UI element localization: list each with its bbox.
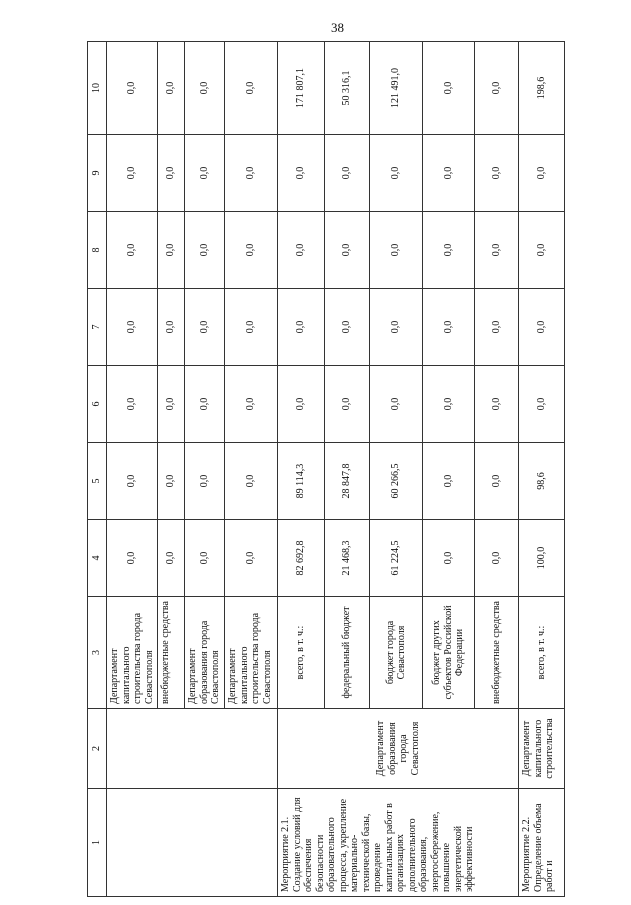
value-cell: 0,0 <box>475 42 519 135</box>
value-cell: 0,0 <box>519 366 565 443</box>
value-cell: 0,0 <box>278 366 325 443</box>
value-cell: 0,0 <box>475 212 519 289</box>
value-cell: 0,0 <box>370 135 423 212</box>
value-cell: 0,0 <box>225 443 278 520</box>
value-cell: 0,0 <box>158 443 185 520</box>
table-row <box>519 42 565 897</box>
value-cell: 50 316,1 <box>325 42 370 135</box>
value-cell: 0,0 <box>107 443 158 520</box>
value-cell: 198,6 <box>519 42 565 135</box>
value-cell: 0,0 <box>423 212 475 289</box>
event-cell <box>107 789 278 897</box>
rotated-table-wrapper <box>87 42 555 897</box>
source-cell: Департамент образования города Севастополя <box>185 597 225 709</box>
value-cell: 0,0 <box>519 212 565 289</box>
value-cell: 0,0 <box>325 289 370 366</box>
value-cell: 0,0 <box>370 366 423 443</box>
value-cell: 0,0 <box>423 443 475 520</box>
value-cell: 98,6 <box>519 443 565 520</box>
value-cell: 0,0 <box>423 289 475 366</box>
value-cell: 0,0 <box>519 289 565 366</box>
source-cell: внебюджетные средства <box>475 597 519 709</box>
header-cell: 4 <box>88 520 107 597</box>
value-cell: 0,0 <box>185 289 225 366</box>
header-cell: 9 <box>88 135 107 212</box>
value-cell: 0,0 <box>158 520 185 597</box>
value-cell: 0,0 <box>158 135 185 212</box>
value-cell: 0,0 <box>423 366 475 443</box>
value-cell: 0,0 <box>325 366 370 443</box>
value-cell: 0,0 <box>475 289 519 366</box>
value-cell: 100,0 <box>519 520 565 597</box>
header-cell: 3 <box>88 597 107 709</box>
value-cell: 0,0 <box>225 42 278 135</box>
value-cell: 0,0 <box>107 212 158 289</box>
budget-table <box>87 41 565 897</box>
value-cell: 0,0 <box>185 443 225 520</box>
value-cell: 0,0 <box>185 520 225 597</box>
source-cell: федеральный бюджет <box>325 597 370 709</box>
table-container <box>87 42 555 897</box>
header-cell: 8 <box>88 212 107 289</box>
value-cell: 0,0 <box>423 42 475 135</box>
value-cell: 0,0 <box>519 135 565 212</box>
page-number: 38 <box>331 20 344 35</box>
value-cell: 61 224,5 <box>370 520 423 597</box>
value-cell: 60 266,5 <box>370 443 423 520</box>
value-cell: 21 468,3 <box>325 520 370 597</box>
value-cell: 0,0 <box>185 135 225 212</box>
header-cell: 6 <box>88 366 107 443</box>
header-cell: 1 <box>88 789 107 897</box>
value-cell: 0,0 <box>325 212 370 289</box>
event-cell: Мероприятие 2.1. Создание условий для обеспечения безопасности образовательного процесса, укрепление материально-технической базы, проведение капитальных работ в организациях дополнительного образования, энергосбережение, повышение энергетической эффективности <box>278 789 519 897</box>
value-cell: 0,0 <box>475 366 519 443</box>
value-cell: 0,0 <box>107 289 158 366</box>
event-cell: Мероприятие 2.2. Определение объема работ и <box>519 789 565 897</box>
value-cell: 0,0 <box>423 135 475 212</box>
executor-cell: Департамент капитального строительства <box>519 709 565 789</box>
value-cell: 0,0 <box>185 366 225 443</box>
value-cell: 0,0 <box>370 212 423 289</box>
value-cell: 89 114,3 <box>278 443 325 520</box>
value-cell: 171 807,1 <box>278 42 325 135</box>
value-cell: 0,0 <box>278 289 325 366</box>
value-cell: 0,0 <box>225 135 278 212</box>
table-row <box>107 42 158 897</box>
source-cell: Департамент капитального строительства города Севастополя <box>107 597 158 709</box>
value-cell: 0,0 <box>107 366 158 443</box>
header-cell: 10 <box>88 42 107 135</box>
source-cell: Департамент капитального строительства города Севастополя <box>225 597 278 709</box>
source-cell: всего, в т. ч.: <box>278 597 325 709</box>
executor-cell: Департамент образования города Севастополя <box>278 709 519 789</box>
executor-cell <box>107 709 278 789</box>
header-cell: 7 <box>88 289 107 366</box>
value-cell: 0,0 <box>158 212 185 289</box>
value-cell: 0,0 <box>225 212 278 289</box>
value-cell: 0,0 <box>107 135 158 212</box>
value-cell: 0,0 <box>423 520 475 597</box>
value-cell: 0,0 <box>158 366 185 443</box>
header-row <box>88 42 107 897</box>
value-cell: 0,0 <box>225 289 278 366</box>
value-cell: 0,0 <box>158 289 185 366</box>
source-cell: бюджет других субъектов Российской Федерации <box>423 597 475 709</box>
value-cell: 0,0 <box>325 135 370 212</box>
value-cell: 0,0 <box>185 42 225 135</box>
source-cell: внебюджетные средства <box>158 597 185 709</box>
value-cell: 82 692,8 <box>278 520 325 597</box>
value-cell: 0,0 <box>475 135 519 212</box>
value-cell: 0,0 <box>185 212 225 289</box>
value-cell: 0,0 <box>225 366 278 443</box>
value-cell: 0,0 <box>107 520 158 597</box>
value-cell: 0,0 <box>278 135 325 212</box>
value-cell: 0,0 <box>370 289 423 366</box>
value-cell: 0,0 <box>225 520 278 597</box>
value-cell: 0,0 <box>107 42 158 135</box>
value-cell: 0,0 <box>158 42 185 135</box>
value-cell: 0,0 <box>278 212 325 289</box>
value-cell: 121 491,0 <box>370 42 423 135</box>
value-cell: 28 847,8 <box>325 443 370 520</box>
header-cell: 2 <box>88 709 107 789</box>
header-cell: 5 <box>88 443 107 520</box>
value-cell: 0,0 <box>475 520 519 597</box>
value-cell: 0,0 <box>475 443 519 520</box>
source-cell: всего, в т. ч.: <box>519 597 565 709</box>
source-cell: бюджет города Севастополя <box>370 597 423 709</box>
table-row <box>278 42 325 897</box>
